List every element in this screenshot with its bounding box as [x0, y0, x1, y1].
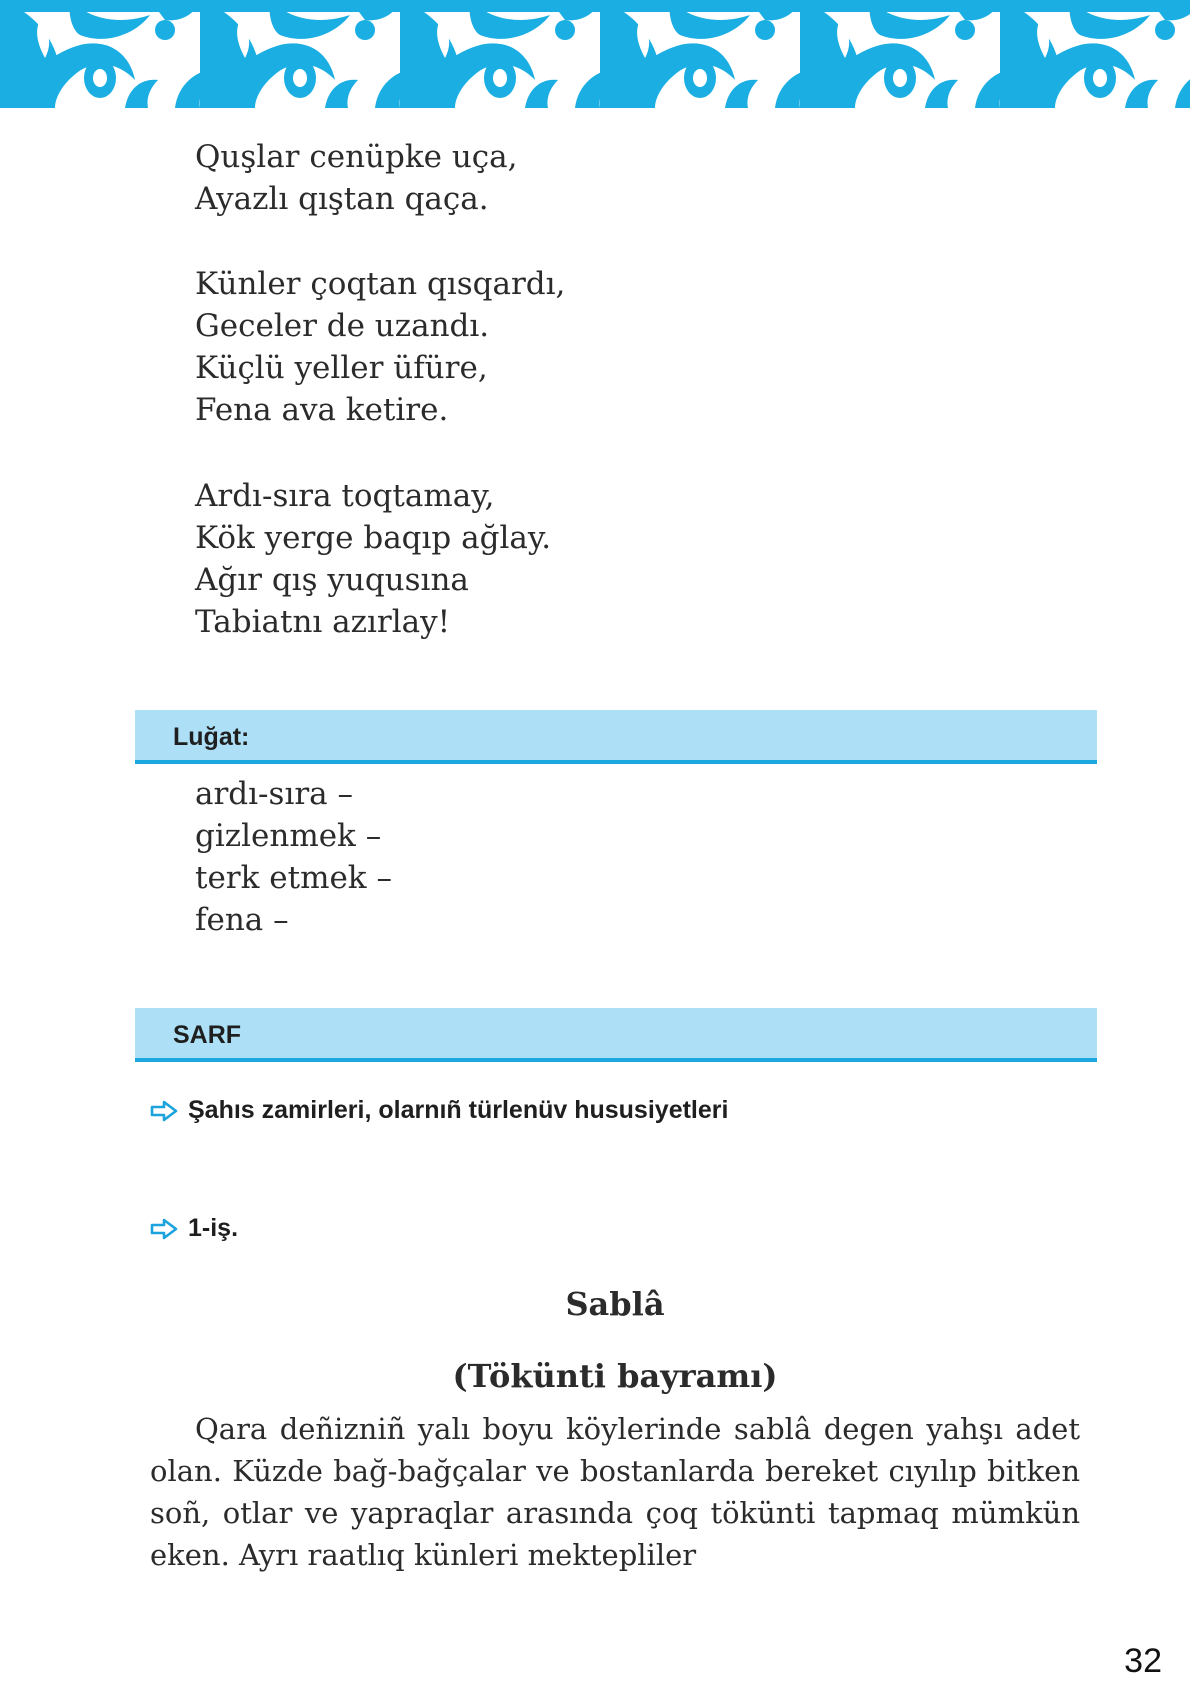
poem-stanza-1: [195, 136, 518, 220]
vocabulary-header: [135, 710, 1097, 764]
task-label: 1-iş.: [188, 1214, 239, 1242]
poem-stanza-3: [195, 475, 551, 643]
reading-body: [150, 1408, 1080, 1576]
floral-ornament-border: [0, 0, 1190, 108]
grammar-topic-text: Şahıs zamirleri, olarnıñ türlenüv hususiyetleri: [188, 1096, 729, 1124]
vocabulary-title: Luğat:: [173, 723, 250, 751]
poem-line: Tabiatnı azırlay!: [195, 604, 451, 640]
poem-line: Küçlü yeller üfüre,: [195, 350, 488, 386]
poem-line: Kök yerge baqıp ağlay.: [195, 520, 552, 556]
poem-line: Ağır qış yuqusına: [195, 562, 469, 598]
poem-line: Geceler de uzandı.: [195, 308, 490, 344]
grammar-title: SARF: [173, 1021, 242, 1049]
poem-stanza-2: [195, 263, 565, 431]
vocabulary-item: ardı-sıra –: [195, 776, 354, 812]
vocabulary-item: fena –: [195, 902, 289, 938]
poem-line: Ayazlı qıştan qaça.: [195, 181, 489, 217]
poem-line: Fena ava ketire.: [195, 392, 449, 428]
page-number: 32: [1124, 1642, 1162, 1680]
reading-title: Sablâ: [565, 1285, 665, 1323]
vocabulary-item: terk etmek –: [195, 860, 392, 896]
arrow-right-icon: [150, 1218, 178, 1240]
grammar-header: [135, 1008, 1097, 1062]
task-item: [150, 1214, 238, 1243]
reading-paragraph: Qara deñizniñ yalı boyu köylerinde sablâ degen yahşı adet olan. Küzde bağ-bağçalar ve bostanlarda bereket cıyılıp bitken soñ, otlar ve yapraqlar arasında çoq tökünti tapmaq mümkün eken. Ayrı raatlıq künleri mektepliler: [150, 1412, 1080, 1572]
vocabulary-item: gizlenmek –: [195, 818, 382, 854]
poem-line: Ardı-sıra toqtamay,: [195, 478, 495, 514]
poem-line: Quşlar cenüpke uça,: [195, 139, 518, 175]
vocabulary-list: [195, 773, 392, 941]
poem-line: Künler çoqtan qısqardı,: [195, 266, 566, 302]
grammar-topic: [150, 1096, 728, 1125]
reading-subtitle: (Tökünti bayramı): [452, 1357, 778, 1395]
arrow-right-icon: [150, 1100, 178, 1122]
